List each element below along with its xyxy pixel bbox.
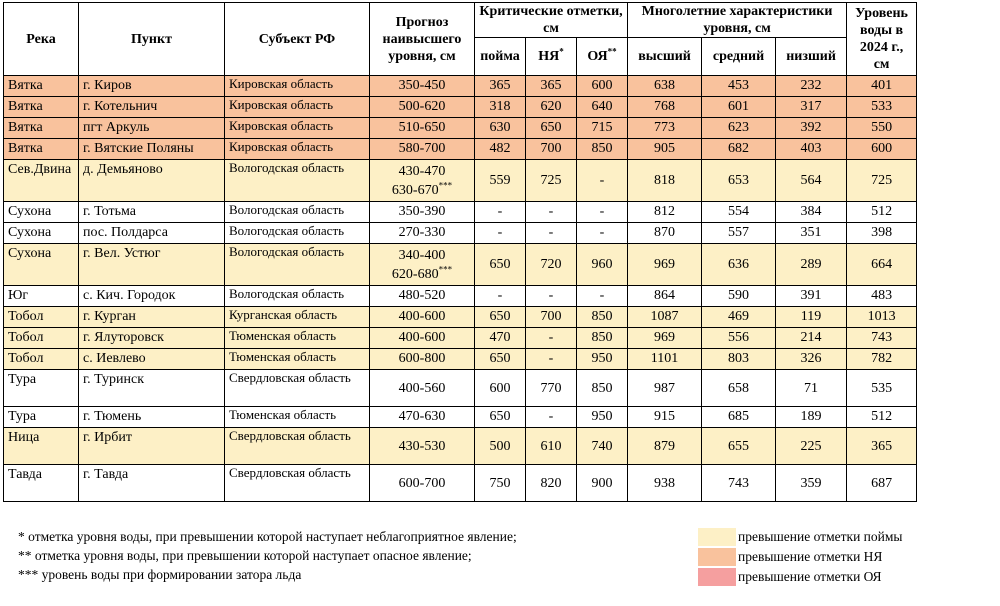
cell-highest: 773 [628, 118, 702, 139]
cell-average: 556 [702, 328, 776, 349]
legend-swatch-nya [698, 548, 736, 566]
cell-subject: Кировская область [225, 118, 370, 139]
cell-nya: - [526, 286, 577, 307]
cell-subject: Кировская область [225, 76, 370, 97]
cell-river: Юг [4, 286, 79, 307]
forecast-value: 480-520 [398, 288, 446, 303]
forecast-value: 600-800 [398, 351, 446, 366]
cell-forecast [370, 223, 475, 244]
col-header-nya: НЯ* [526, 38, 577, 76]
cell-average: 685 [702, 407, 776, 428]
col-header-longterm: Многолетние характеристики уровня, см [628, 3, 847, 38]
legend-item-oya [698, 567, 903, 587]
cell-lowest: 225 [776, 428, 847, 465]
cell-subject: Вологодская область [225, 286, 370, 307]
cell-point: г. Туринск [79, 370, 225, 407]
cell-subject: Тюменская область [225, 328, 370, 349]
cell-point: с. Кич. Городок [79, 286, 225, 307]
cell-lowest: 392 [776, 118, 847, 139]
cell-level-2024: 550 [847, 118, 917, 139]
cell-point: г. Киров [79, 76, 225, 97]
cell-oya: - [577, 223, 628, 244]
cell-nya: 770 [526, 370, 577, 407]
cell-river: Сухона [4, 244, 79, 286]
cell-point: г. Котельнич [79, 97, 225, 118]
cell-point: г. Вел. Устюг [79, 244, 225, 286]
cell-floodplain: 650 [475, 307, 526, 328]
cell-nya: 700 [526, 307, 577, 328]
legend-item-nya [698, 547, 903, 567]
table-row [4, 160, 917, 202]
cell-floodplain: 318 [475, 97, 526, 118]
cell-level-2024: 365 [847, 428, 917, 465]
forecast-value: 470-630 [398, 409, 446, 424]
cell-floodplain: 650 [475, 349, 526, 370]
cell-average: 554 [702, 202, 776, 223]
cell-subject: Вологодская область [225, 223, 370, 244]
cell-subject: Тюменская область [225, 407, 370, 428]
table-row [4, 407, 917, 428]
cell-average: 636 [702, 244, 776, 286]
cell-nya: - [526, 328, 577, 349]
cell-floodplain: 650 [475, 407, 526, 428]
cell-forecast [370, 118, 475, 139]
footnote-oya: ** отметка уровня воды, при превышении которой наступает опасное явление; [18, 548, 472, 563]
cell-point: г. Тюмень [79, 407, 225, 428]
footnote-ice-jam: *** уровень воды при формировании затора льда [18, 567, 302, 582]
cell-highest: 1087 [628, 307, 702, 328]
cell-nya: - [526, 202, 577, 223]
cell-highest: 969 [628, 328, 702, 349]
cell-oya: 850 [577, 370, 628, 407]
cell-highest: 812 [628, 202, 702, 223]
cell-floodplain: 365 [475, 76, 526, 97]
forecast-value: 350-450 [398, 78, 446, 93]
cell-river: Тавда [4, 465, 79, 502]
table-row [4, 349, 917, 370]
cell-subject: Кировская область [225, 97, 370, 118]
cell-point: с. Иевлево [79, 349, 225, 370]
legend-item-floodplain [698, 527, 903, 547]
cell-average: 590 [702, 286, 776, 307]
cell-highest: 870 [628, 223, 702, 244]
cell-subject: Вологодская область [225, 202, 370, 223]
cell-nya: 365 [526, 76, 577, 97]
cell-floodplain: 470 [475, 328, 526, 349]
cell-river: Вятка [4, 97, 79, 118]
cell-nya: 720 [526, 244, 577, 286]
cell-forecast [370, 465, 475, 502]
forecast-value: 340-400 [398, 247, 446, 263]
cell-floodplain: 650 [475, 244, 526, 286]
cell-highest: 818 [628, 160, 702, 202]
cell-floodplain: 482 [475, 139, 526, 160]
col-header-river: Река [4, 3, 79, 76]
cell-river: Тура [4, 370, 79, 407]
cell-average: 469 [702, 307, 776, 328]
cell-highest: 987 [628, 370, 702, 407]
cell-lowest: 359 [776, 465, 847, 502]
cell-forecast [370, 160, 475, 202]
table-row [4, 465, 917, 502]
cell-subject: Кировская область [225, 139, 370, 160]
cell-oya: 600 [577, 76, 628, 97]
table-row [4, 76, 917, 97]
col-header-lowest: низший [776, 38, 847, 76]
col-header-point: Пункт [79, 3, 225, 76]
cell-point: г. Вятские Поляны [79, 139, 225, 160]
cell-highest: 638 [628, 76, 702, 97]
cell-oya: - [577, 160, 628, 202]
color-legend [698, 527, 903, 587]
forecast-value: 500-620 [398, 99, 446, 114]
table-row [4, 97, 917, 118]
forecast-ice-jam-value: 630-670*** [391, 179, 453, 198]
cell-floodplain: 600 [475, 370, 526, 407]
cell-nya: 725 [526, 160, 577, 202]
cell-oya: 640 [577, 97, 628, 118]
cell-forecast [370, 349, 475, 370]
cell-lowest: 326 [776, 349, 847, 370]
forecast-value: 400-600 [398, 309, 446, 324]
cell-river: Вятка [4, 118, 79, 139]
cell-average: 803 [702, 349, 776, 370]
cell-floodplain: - [475, 286, 526, 307]
cell-floodplain: 500 [475, 428, 526, 465]
cell-lowest: 351 [776, 223, 847, 244]
col-header-subject: Субъект РФ [225, 3, 370, 76]
forecast-value: 600-700 [398, 475, 446, 491]
cell-nya: 650 [526, 118, 577, 139]
cell-lowest: 564 [776, 160, 847, 202]
cell-average: 743 [702, 465, 776, 502]
cell-floodplain: 630 [475, 118, 526, 139]
cell-average: 601 [702, 97, 776, 118]
forecast-value: 430-470 [398, 163, 446, 179]
cell-highest: 938 [628, 465, 702, 502]
cell-level-2024: 398 [847, 223, 917, 244]
cell-oya: 715 [577, 118, 628, 139]
cell-nya: - [526, 407, 577, 428]
cell-forecast [370, 286, 475, 307]
cell-forecast [370, 407, 475, 428]
table-row [4, 223, 917, 244]
cell-point: г. Ялуторовск [79, 328, 225, 349]
cell-highest: 879 [628, 428, 702, 465]
cell-lowest: 119 [776, 307, 847, 328]
table-row [4, 202, 917, 223]
cell-nya: 620 [526, 97, 577, 118]
col-header-critical: Критические отметки, см [475, 3, 628, 38]
cell-oya: 740 [577, 428, 628, 465]
col-header-highest: высший [628, 38, 702, 76]
table-row [4, 328, 917, 349]
cell-level-2024: 600 [847, 139, 917, 160]
cell-subject: Вологодская область [225, 160, 370, 202]
cell-oya: 850 [577, 139, 628, 160]
cell-river: Сев.Двина [4, 160, 79, 202]
cell-nya: 610 [526, 428, 577, 465]
cell-subject: Тюменская область [225, 349, 370, 370]
flood-forecast-table [3, 2, 917, 502]
cell-subject: Вологодская область [225, 244, 370, 286]
forecast-value: 350-390 [398, 204, 446, 219]
cell-floodplain: - [475, 223, 526, 244]
cell-river: Тобол [4, 349, 79, 370]
cell-level-2024: 401 [847, 76, 917, 97]
cell-highest: 768 [628, 97, 702, 118]
cell-floodplain: 559 [475, 160, 526, 202]
cell-river: Вятка [4, 139, 79, 160]
legend-label: превышение отметки поймы [738, 529, 903, 544]
cell-highest: 905 [628, 139, 702, 160]
cell-level-2024: 687 [847, 465, 917, 502]
forecast-value: 580-700 [398, 141, 446, 156]
table-row [4, 118, 917, 139]
cell-oya: 950 [577, 349, 628, 370]
cell-lowest: 71 [776, 370, 847, 407]
legend-label: превышение отметки НЯ [738, 549, 883, 564]
forecast-value: 270-330 [398, 225, 446, 240]
cell-point: пгт Аркуль [79, 118, 225, 139]
cell-forecast [370, 307, 475, 328]
cell-forecast [370, 76, 475, 97]
cell-river: Тура [4, 407, 79, 428]
col-header-floodplain: пойма [475, 38, 526, 76]
cell-average: 655 [702, 428, 776, 465]
legend-swatch-floodplain [698, 528, 736, 546]
cell-nya: 820 [526, 465, 577, 502]
cell-point: г. Тавда [79, 465, 225, 502]
cell-average: 623 [702, 118, 776, 139]
cell-point: г. Тотьма [79, 202, 225, 223]
cell-average: 682 [702, 139, 776, 160]
cell-floodplain: 750 [475, 465, 526, 502]
cell-lowest: 317 [776, 97, 847, 118]
cell-point: пос. Полдарса [79, 223, 225, 244]
cell-oya: - [577, 202, 628, 223]
cell-river: Сухона [4, 223, 79, 244]
cell-nya: - [526, 349, 577, 370]
cell-river: Сухона [4, 202, 79, 223]
cell-forecast [370, 202, 475, 223]
legend-swatch-oya [698, 568, 736, 586]
table-row [4, 139, 917, 160]
cell-lowest: 391 [776, 286, 847, 307]
cell-floodplain: - [475, 202, 526, 223]
cell-level-2024: 1013 [847, 307, 917, 328]
cell-point: г. Ирбит [79, 428, 225, 465]
forecast-ice-jam-value: 620-680*** [391, 263, 453, 282]
cell-average: 557 [702, 223, 776, 244]
forecast-value: 400-560 [398, 380, 446, 396]
cell-level-2024: 512 [847, 202, 917, 223]
cell-average: 453 [702, 76, 776, 97]
footnote-nya: * отметка уровня воды, при превышении которой наступает неблагоприятное явление; [18, 529, 517, 544]
cell-nya: - [526, 223, 577, 244]
cell-nya: 700 [526, 139, 577, 160]
cell-river: Вятка [4, 76, 79, 97]
cell-forecast [370, 139, 475, 160]
cell-highest: 969 [628, 244, 702, 286]
table-row [4, 286, 917, 307]
cell-point: д. Демьяново [79, 160, 225, 202]
cell-level-2024: 533 [847, 97, 917, 118]
table-row [4, 370, 917, 407]
cell-subject: Свердловская область [225, 370, 370, 407]
cell-subject: Курганская область [225, 307, 370, 328]
cell-forecast [370, 428, 475, 465]
cell-forecast [370, 244, 475, 286]
col-header-forecast: Прогноз наивысшего уровня, см [370, 3, 475, 76]
cell-level-2024: 664 [847, 244, 917, 286]
cell-lowest: 214 [776, 328, 847, 349]
legend-label: превышение отметки ОЯ [738, 569, 882, 584]
forecast-value: 430-530 [398, 438, 446, 454]
footnotes [18, 527, 517, 584]
cell-level-2024: 535 [847, 370, 917, 407]
cell-forecast [370, 370, 475, 407]
cell-average: 653 [702, 160, 776, 202]
cell-subject: Свердловская область [225, 428, 370, 465]
cell-level-2024: 512 [847, 407, 917, 428]
cell-river: Тобол [4, 307, 79, 328]
col-header-level-2024: Уровень воды в 2024 г., см [847, 3, 917, 76]
table-row [4, 244, 917, 286]
cell-oya: 900 [577, 465, 628, 502]
cell-level-2024: 782 [847, 349, 917, 370]
cell-lowest: 403 [776, 139, 847, 160]
col-header-oya: ОЯ** [577, 38, 628, 76]
cell-highest: 864 [628, 286, 702, 307]
cell-lowest: 289 [776, 244, 847, 286]
cell-level-2024: 483 [847, 286, 917, 307]
cell-average: 658 [702, 370, 776, 407]
cell-highest: 1101 [628, 349, 702, 370]
cell-forecast [370, 328, 475, 349]
cell-point: г. Курган [79, 307, 225, 328]
table-body [4, 76, 917, 502]
cell-lowest: 384 [776, 202, 847, 223]
cell-river: Ница [4, 428, 79, 465]
cell-level-2024: 725 [847, 160, 917, 202]
cell-oya: 950 [577, 407, 628, 428]
table-row [4, 307, 917, 328]
cell-lowest: 189 [776, 407, 847, 428]
cell-oya: 850 [577, 328, 628, 349]
cell-highest: 915 [628, 407, 702, 428]
cell-level-2024: 743 [847, 328, 917, 349]
cell-subject: Свердловская область [225, 465, 370, 502]
forecast-value: 510-650 [398, 120, 446, 135]
cell-oya: 960 [577, 244, 628, 286]
cell-forecast [370, 97, 475, 118]
cell-oya: - [577, 286, 628, 307]
cell-lowest: 232 [776, 76, 847, 97]
cell-oya: 850 [577, 307, 628, 328]
cell-river: Тобол [4, 328, 79, 349]
forecast-value: 400-600 [398, 330, 446, 345]
col-header-average: средний [702, 38, 776, 76]
table-row [4, 428, 917, 465]
